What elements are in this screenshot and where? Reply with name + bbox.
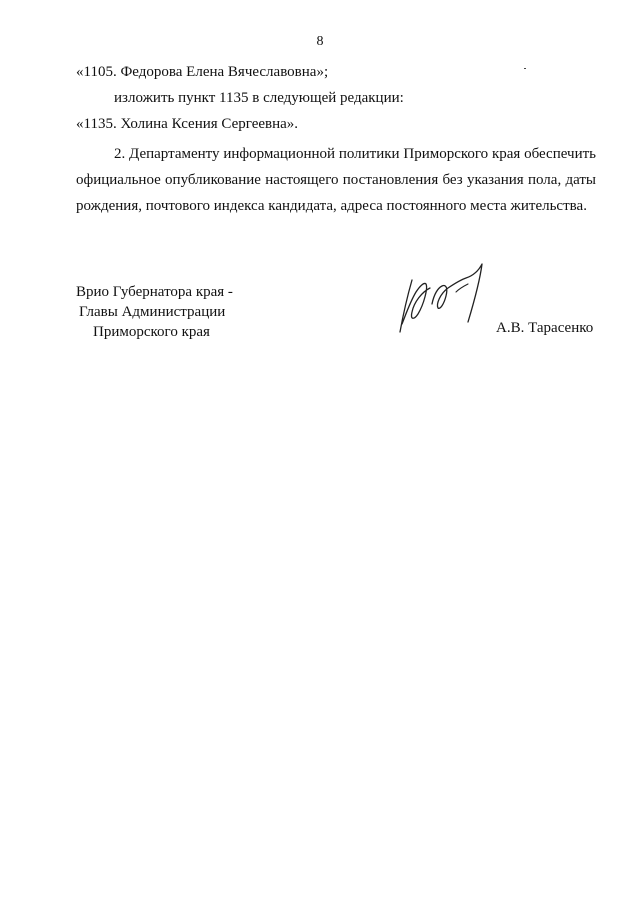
instruction-line: изложить пункт 1135 в следующей редакции:: [114, 90, 404, 106]
scan-speck: [524, 68, 526, 69]
signatory-title-line-2: Главы Администрации: [79, 304, 226, 320]
signatory-name: А.В. Тарасенко: [496, 320, 594, 336]
signatory-title-line-3: Приморского края: [93, 324, 210, 340]
signatory-title-line-1: Врио Губернатора края -: [76, 284, 233, 300]
list-item-1105: «1105. Федорова Елена Вячеславовна»;: [76, 64, 329, 80]
paragraph-2: 2. Департаменту информационной политики Приморского края обеспечить официальное опубликование настоящего постановления без указания пола, даты рождения, почтового индекса кандидата, адреса постоянного места жительства.: [76, 146, 596, 214]
signatory-title: [76, 282, 233, 342]
handwritten-signature: [394, 258, 494, 348]
list-item-1135: «1135. Холина Ксения Сергеевна».: [76, 116, 299, 132]
page-number: 8: [316, 34, 324, 49]
